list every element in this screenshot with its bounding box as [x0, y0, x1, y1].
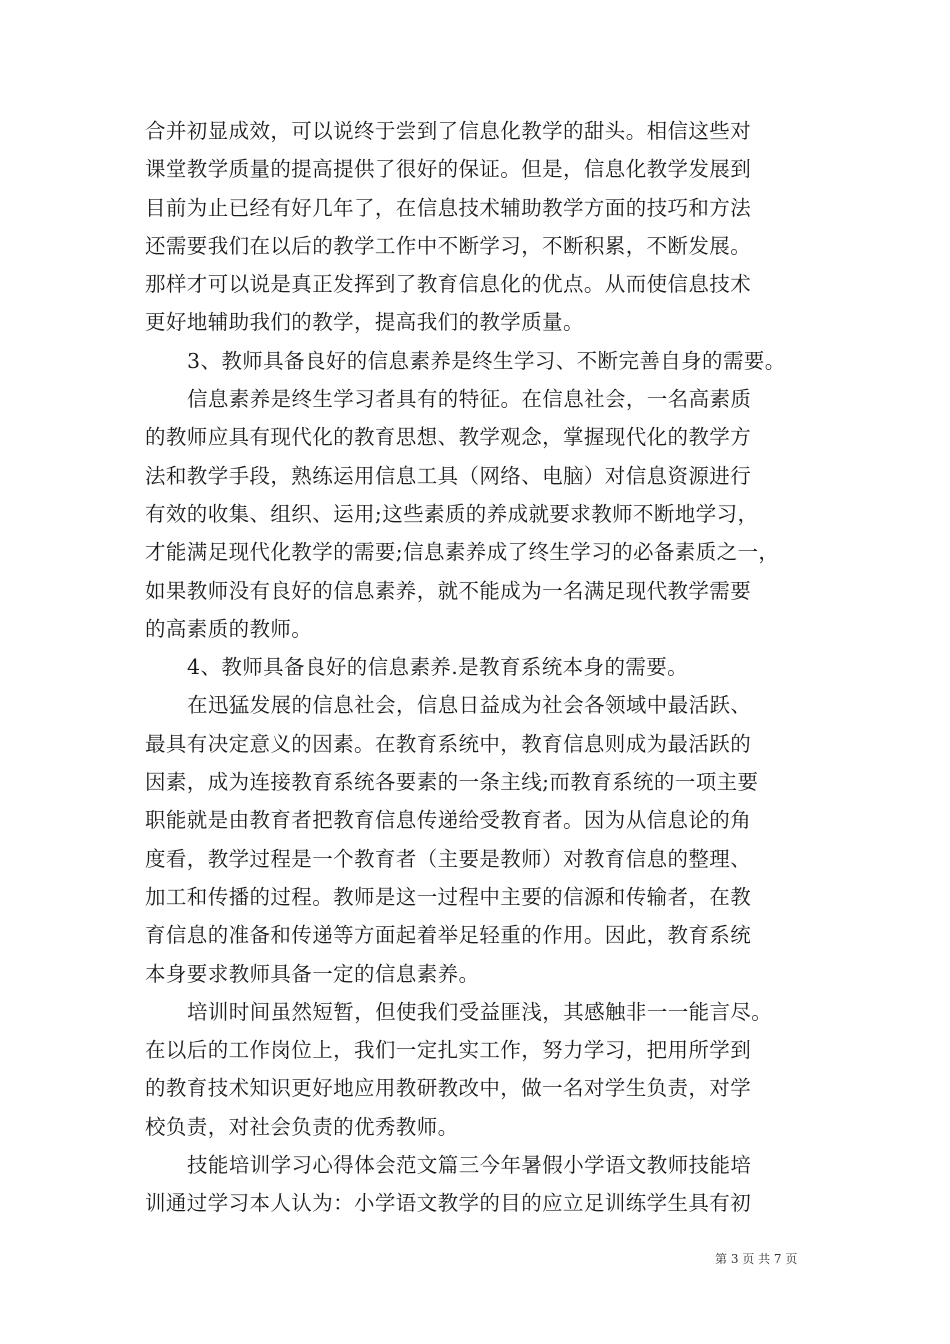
text-line: 度看，教学过程是一个教育者（主要是教师）对教育信息的整理、 — [145, 846, 752, 871]
text-line: 在迅猛发展的信息社会，信息日益成为社会各领域中最活跃、 — [187, 693, 752, 718]
text-line: 的教育技术知识更好地应用教研教改中，做一名对学生负责，对学 — [145, 1076, 752, 1101]
text-line: 培训时间虽然短暂，但使我们受益匪浅，其感触非一一能言尽。 — [187, 999, 773, 1024]
text-line: 有效的收集、组织、运用;这些素质的养成就要求教师不断地学习， — [145, 501, 759, 526]
text-line: 在以后的工作岗位上，我们一定扎实工作，努力学习，把用所学到 — [145, 1038, 752, 1063]
text-line: 本身要求教师具备一定的信息素养。 — [145, 961, 480, 986]
text-line: 育信息的准备和传递等方面起着举足轻重的作用。因此，教育系统 — [145, 923, 752, 948]
text-line: 技能培训学习心得体会范文篇三今年暑假小学语文教师技能培 — [187, 1153, 752, 1178]
text-line: 课堂教学质量的提高提供了很好的保证。但是，信息化教学发展到 — [145, 157, 752, 182]
text-line: 的高素质的教师。 — [145, 616, 313, 641]
text-line: 那样才可以说是真正发挥到了教育信息化的优点。从而使信息技术 — [145, 272, 752, 297]
text-line: 加工和传播的过程。教师是这一过程中主要的信源和传输者，在教 — [145, 884, 752, 909]
text-line: 因素，成为连接教育系统各要素的一条主线;而教育系统的一项主要 — [145, 770, 759, 795]
text-line: 法和教学手段，熟练运用信息工具（网络、电脑）对信息资源进行 — [145, 463, 752, 488]
text-line: 更好地辅助我们的教学，提高我们的教学质量。 — [145, 310, 584, 335]
text-line: 的教师应具有现代化的教育思想、教学观念，掌握现代化的教学方 — [145, 425, 752, 450]
text-line: 目前为止已经有好几年了，在信息技术辅助教学方面的技巧和方法 — [145, 195, 752, 220]
text-line: 信息素养是终生学习者具有的特征。在信息社会，一名高素质 — [187, 387, 752, 412]
page-number: 第 3 页 共 7 页 — [715, 1252, 798, 1266]
text-line: 合并初显成效，可以说终于尝到了信息化教学的甜头。相信这些对 — [145, 119, 752, 143]
document-body — [145, 112, 810, 1223]
text-line: 训通过学习本人认为：小学语文教学的目的应立足训练学生具有初 — [145, 1191, 752, 1216]
text-line: 最具有决定意义的因素。在教育系统中，教育信息则成为最活跃的 — [145, 731, 752, 756]
text-line: 如果教师没有良好的信息素养，就不能成为一名满足现代教学需要 — [145, 578, 752, 603]
text-line: 校负责，对社会负责的优秀教师。 — [145, 1114, 459, 1139]
text-line: 才能满足现代化教学的需要;信息素养成了终生学习的必备素质之一， — [145, 540, 780, 565]
text-line: 还需要我们在以后的教学工作中不断学习，不断积累，不断发展。 — [145, 233, 752, 258]
text-line: 3、教师具备良好的信息素养是终生学习、不断完善自身的需要。 — [187, 348, 786, 373]
text-line: 4、教师具备良好的信息素养.是教育系统本身的需要。 — [187, 655, 689, 680]
text-line: 职能就是由教育者把教育信息传递给受教育者。因为从信息论的角 — [145, 808, 752, 833]
